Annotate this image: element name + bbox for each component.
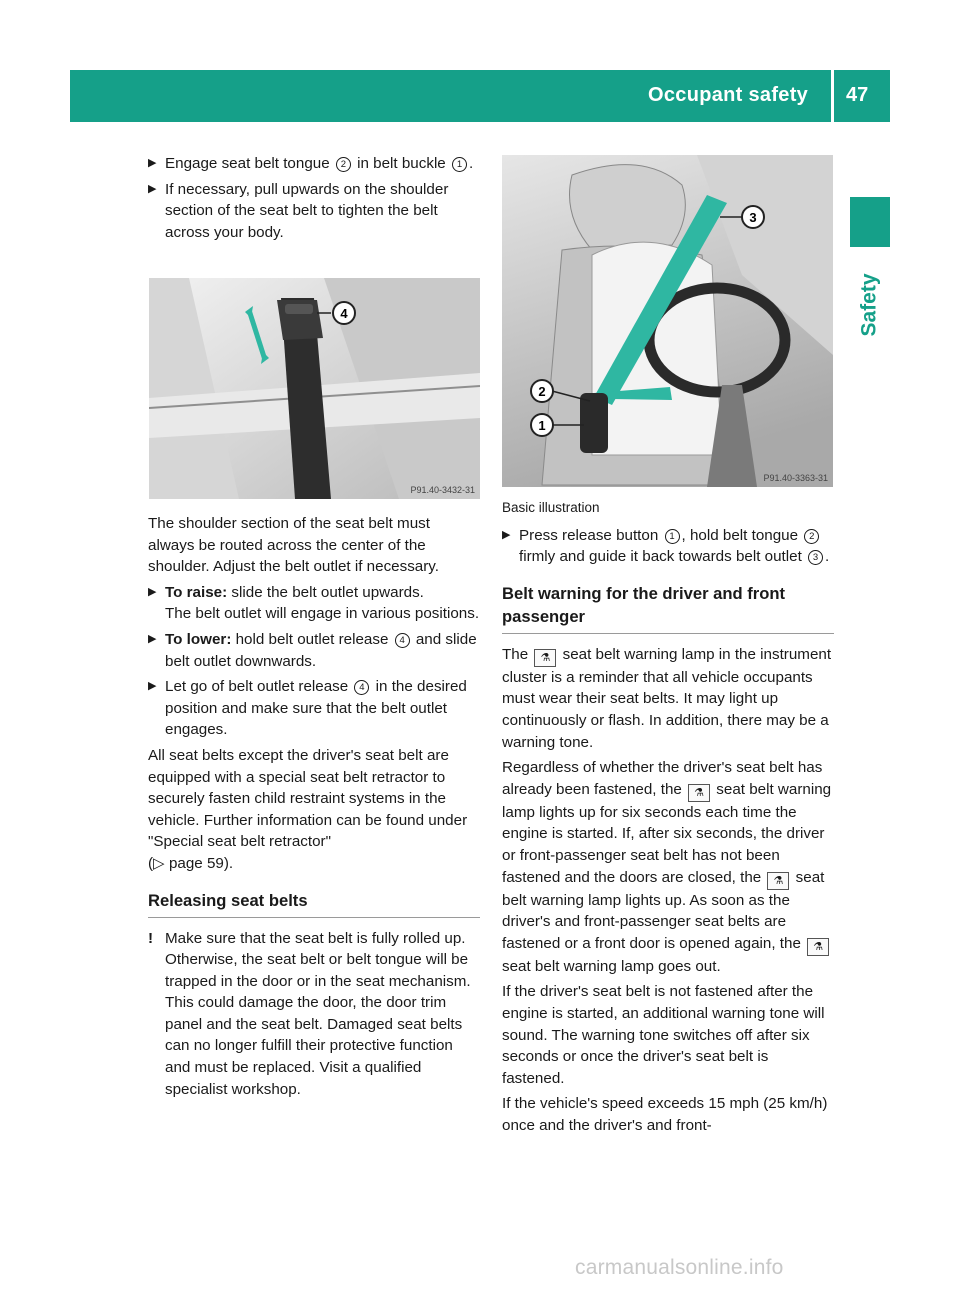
warning-icon: ! bbox=[148, 929, 154, 947]
chapter-tab-marker bbox=[850, 197, 890, 247]
figure2-callout-1: 1 bbox=[538, 418, 546, 433]
belt-outlet-figure bbox=[149, 278, 480, 499]
step-pull-shoulder: ▶ If necessary, pull upwards on the shoulder section of the seat belt to tighten the belt across your body. bbox=[148, 180, 449, 241]
callout-2: 2 bbox=[804, 529, 819, 544]
callout-4: 4 bbox=[395, 633, 410, 648]
warning-tone-text: If the driver's seat belt is not fastened after the engine is started, an additional warning tone will sound. The warning tone switches off after six seconds or once the driver's seat belt is fastened. bbox=[502, 983, 825, 1087]
figure1-code: P91.40-3432-31 bbox=[410, 485, 475, 495]
step-release: ▶ Press release button 1 , hold belt tongue 2 firmly and guide it back towards belt outlet 3 . bbox=[502, 526, 830, 566]
chapter-tab-label: Safety bbox=[858, 273, 881, 337]
step-lower: ▶ To lower: hold belt outlet release 4 and slide belt outlet downwards. bbox=[148, 630, 477, 670]
step-arrow-icon: ▶ bbox=[148, 182, 157, 195]
watermark: carmanualsonline.info bbox=[575, 1256, 784, 1279]
page-number: 47 bbox=[846, 84, 869, 106]
warning-lamp-intro: The ⚗ seat belt warning lamp in the instrument cluster is a reminder that all vehicle occupants must wear their seat belts. It may light up continuously or flash. In addition, there may be a warning tone. bbox=[502, 645, 832, 751]
step-arrow-icon: ▶ bbox=[148, 157, 157, 169]
left-column bbox=[148, 153, 480, 247]
seatbelt-lamp-icon: ⚗ bbox=[688, 784, 710, 802]
step-let-go: ▶ Let go of belt outlet release 4 in the desired position and make sure that the belt outlet engages. bbox=[148, 678, 467, 739]
section-title: Occupant safety bbox=[648, 84, 809, 106]
warning-lamp-behaviour: Regardless of whether the driver's seat belt has already been fastened, the ⚗ seat belt warning lamp lights up for six seconds each time the engine is started. If, after six seconds, the driver or front-passenger seat belt has not been fastened and the doors are closed, the ⚗ seat belt warning lamp lights up. As soon as the driver's and front-passenger seat belts are fastened or a front door is opened again, the ⚗ seat belt warning lamp goes out. bbox=[502, 759, 832, 975]
step-raise: ▶ To raise: slide the belt outlet upwards. The belt outlet will engage in various positions. bbox=[148, 583, 480, 623]
page-reference-link[interactable]: (▷ page 59). bbox=[148, 854, 234, 872]
step-arrow-icon: ▶ bbox=[148, 632, 157, 645]
right-column bbox=[502, 497, 834, 1140]
left-column-lower bbox=[148, 513, 480, 1100]
seat-belt-figure bbox=[502, 155, 833, 487]
releasing-heading: Releasing seat belts bbox=[148, 889, 480, 918]
figure2-callout-3: 3 bbox=[749, 210, 757, 225]
header-divider bbox=[831, 70, 834, 122]
step-arrow-icon: ▶ bbox=[148, 680, 157, 693]
special-retractor-text: All seat belts except the driver's seat belt are equipped with a special seat belt retractor to securely fasten child restraint systems in the vehicle. Further information can be found under "Special seat belt retractor" (▷ page 59). bbox=[148, 746, 468, 872]
seatbelt-lamp-icon: ⚗ bbox=[534, 649, 556, 667]
figure1-callout: 4 bbox=[340, 306, 348, 321]
callout-4: 4 bbox=[354, 680, 369, 695]
step-engage-tongue: ▶ Engage seat belt tongue 2 in belt buckle 1 . bbox=[148, 153, 480, 175]
shoulder-routing-text: The shoulder section of the seat belt must always be routed across the center of the shoulder. Adjust the belt outlet if necessary. bbox=[148, 515, 439, 576]
callout-1: 1 bbox=[452, 157, 467, 172]
figure-caption: Basic illustration bbox=[502, 500, 600, 515]
speed-warning-text: If the vehicle's speed exceeds 15 mph (25 km/h) once and the driver's and front- bbox=[502, 1095, 828, 1134]
figure2-callout-2: 2 bbox=[538, 384, 546, 399]
callout-2: 2 bbox=[336, 157, 351, 172]
callout-1: 1 bbox=[665, 529, 680, 544]
seatbelt-lamp-icon: ⚗ bbox=[807, 938, 829, 956]
step-arrow-icon: ▶ bbox=[502, 528, 511, 541]
callout-3: 3 bbox=[808, 550, 823, 565]
seatbelt-lamp-icon: ⚗ bbox=[767, 872, 789, 890]
step-arrow-icon: ▶ bbox=[148, 585, 157, 598]
figure2-code: P91.40-3363-31 bbox=[763, 473, 828, 483]
belt-warning-heading: Belt warning for the driver and front passenger bbox=[502, 582, 834, 634]
warning-note: ! Make sure that the seat belt is fully rolled up. Otherwise, the seat belt or belt tongue will be trapped in the door or in the seat mechanism. This could damage the door, the door trim panel and the seat belt. Damaged seat belts can no longer fulfill their protective function and must be replaced. Visit a qualified specialist workshop. bbox=[148, 929, 471, 1098]
